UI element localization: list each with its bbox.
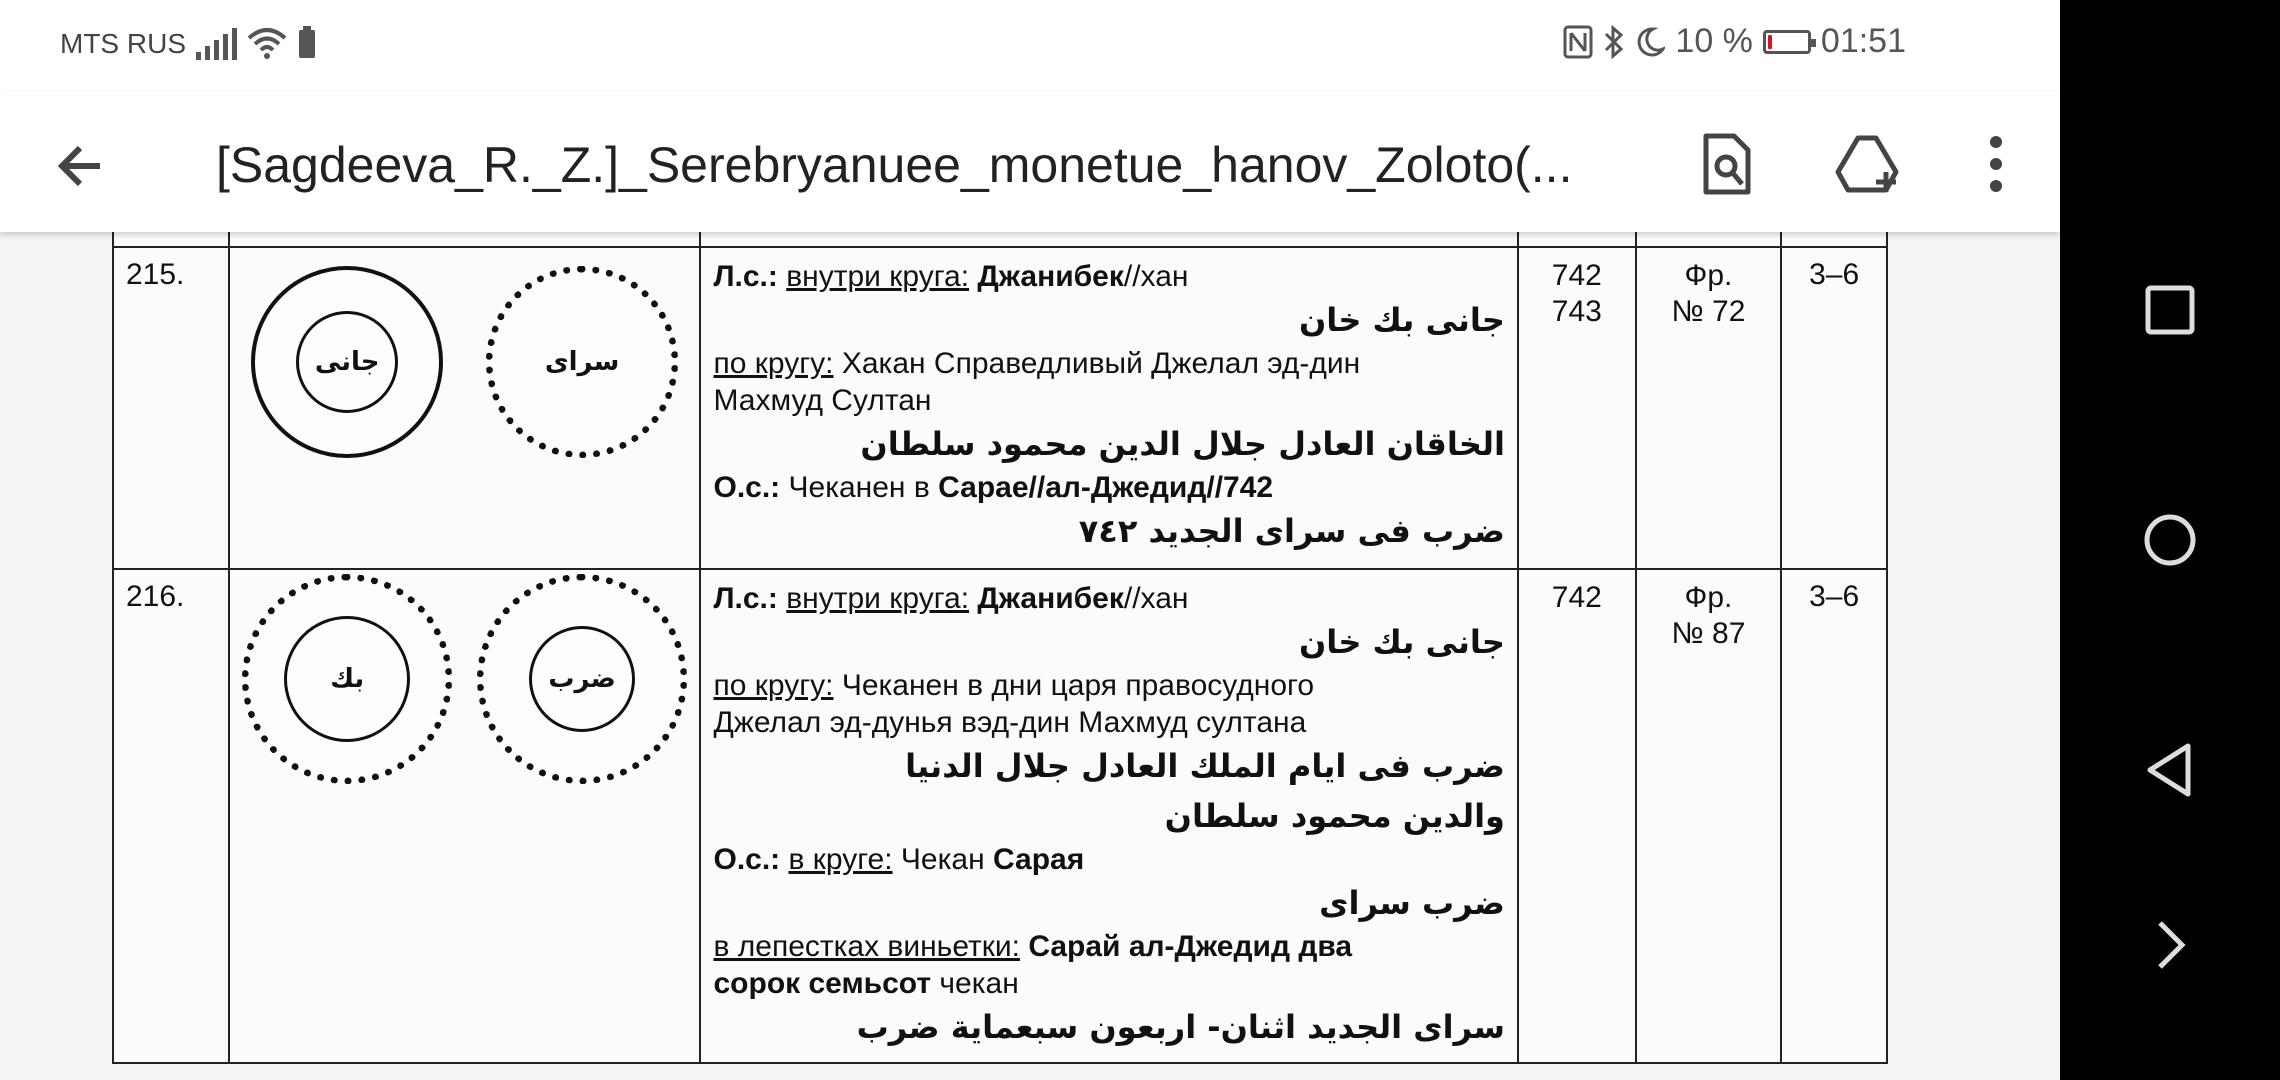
pdf-viewer[interactable] xyxy=(0,232,2060,1080)
circle-text: Хакан Справедливый Джелал эд-дин xyxy=(841,347,1361,380)
arabic-inscription: ضرب فى سراى الجديد ٧٤٢ xyxy=(1078,512,1505,550)
coin-description xyxy=(700,247,1517,569)
document-title: [Sagdeeva_R._Z.]_Serebryanuee_monetue_hanov_Zoloto(... xyxy=(216,137,1573,193)
year-cell xyxy=(1518,569,1636,1063)
bluetooth-icon xyxy=(1603,25,1625,59)
row-number: 215. xyxy=(113,247,229,569)
battery-icon xyxy=(1763,30,1811,54)
reverse-mint: Сарая xyxy=(992,843,1085,876)
signal-icon xyxy=(196,26,237,60)
rarity-cell: 3–6 xyxy=(1781,569,1887,1063)
reference-number: № 87 xyxy=(1671,617,1746,650)
more-vert-icon[interactable] xyxy=(1960,128,2032,200)
reference-source: Фр. xyxy=(1684,581,1733,614)
add-to-drive-icon[interactable] xyxy=(1832,128,1904,200)
arabic-inscription: ضرب فى ايام الملك العادل جلال الدنيا xyxy=(905,747,1505,785)
circle-text: Чеканен в дни царя правосудного xyxy=(841,669,1315,702)
battery-saver-icon xyxy=(297,26,317,60)
obverse-tail: //хан xyxy=(1123,260,1189,293)
arabic-inscription: الخاقان العادل جلال الدين محمود سلطان xyxy=(860,425,1505,463)
navigation-bar xyxy=(2060,0,2280,1080)
reverse-mint: Сарае//ал-Джедид//742 xyxy=(938,471,1274,504)
find-in-page-icon[interactable] xyxy=(1690,128,1762,200)
reference-cell xyxy=(1636,569,1782,1063)
rarity-cell: 3–6 xyxy=(1781,247,1887,569)
recents-square-icon[interactable] xyxy=(2130,270,2210,350)
petals-tail: чекан xyxy=(939,967,1019,1000)
nfc-icon xyxy=(1563,25,1593,59)
app-toolbar xyxy=(0,92,2060,232)
coin-images xyxy=(229,247,701,569)
reference-cell xyxy=(1636,247,1782,569)
carrier-name: MTS RUS xyxy=(60,28,186,59)
obverse-position: внутри круга: xyxy=(786,582,970,615)
coin-obverse-image: ﺟﺎﻧﻰ xyxy=(251,266,443,458)
reverse-text: Чеканен в xyxy=(788,471,930,504)
coin-description xyxy=(700,569,1517,1063)
home-circle-icon[interactable] xyxy=(2130,500,2210,580)
obverse-name: Джанибек xyxy=(977,260,1124,293)
table-row-partial xyxy=(113,232,1887,247)
back-arrow-icon[interactable] xyxy=(48,130,120,202)
circle-label: по кругу: xyxy=(713,669,834,702)
arabic-inscription: جانى بك خان xyxy=(1298,623,1505,661)
coin-reverse-image: ﺳﺮﺍﻯ xyxy=(486,266,678,458)
obverse-label: Л.с.: xyxy=(713,260,778,293)
reverse-label: О.с.: xyxy=(713,471,781,504)
circle-text-cont: Махмуд Султан xyxy=(713,384,932,417)
coin-reverse-image: ﺿﺮﺏ xyxy=(477,574,687,784)
arabic-inscription: سراى الجديد اثنان- اربعون سبعماية ضرب xyxy=(856,1008,1505,1046)
year-value: 742 xyxy=(1551,259,1602,292)
coin-table xyxy=(112,232,1888,1064)
reverse-label: О.с.: xyxy=(713,843,781,876)
status-bar xyxy=(0,0,2060,92)
year-value: 743 xyxy=(1551,295,1602,328)
table-row xyxy=(113,569,1887,1063)
obverse-label: Л.с.: xyxy=(713,582,778,615)
petals-text: Сарай ал-Джедид два xyxy=(1028,930,1353,963)
chevron-right-icon[interactable] xyxy=(2130,905,2210,985)
do-not-disturb-icon xyxy=(1635,25,1665,59)
back-triangle-icon[interactable] xyxy=(2130,730,2210,810)
arabic-inscription: ضرب سراى xyxy=(1319,884,1505,922)
circle-label: по кругу: xyxy=(713,347,834,380)
arabic-inscription: والدين محمود سلطان xyxy=(1164,797,1505,835)
coin-images xyxy=(229,569,701,1063)
arabic-inscription: جانى بك خان xyxy=(1298,301,1505,339)
table-row xyxy=(113,247,1887,569)
obverse-position: внутри круга: xyxy=(786,260,970,293)
reference-number: № 72 xyxy=(1671,295,1746,328)
circle-text-cont: Джелал эд-дунья вэд-дин Махмуд султана xyxy=(713,706,1307,739)
year-cell xyxy=(1518,247,1636,569)
year-value: 742 xyxy=(1551,581,1602,614)
clock: 01:51 xyxy=(1820,22,1906,60)
reverse-position: в круге: xyxy=(788,843,893,876)
obverse-name: Джанибек xyxy=(977,582,1124,615)
row-number: 216. xyxy=(113,569,229,1063)
petals-text-cont: сорок семьсот xyxy=(713,967,932,1000)
reference-source: Фр. xyxy=(1684,259,1733,292)
coin-obverse-image: ﺑﻚ xyxy=(242,574,452,784)
petals-label: в лепестках виньетки: xyxy=(713,930,1020,963)
obverse-tail: //хан xyxy=(1123,582,1189,615)
reverse-text: Чекан xyxy=(900,843,985,876)
wifi-icon xyxy=(247,26,287,60)
battery-percent: 10 % xyxy=(1675,22,1753,60)
